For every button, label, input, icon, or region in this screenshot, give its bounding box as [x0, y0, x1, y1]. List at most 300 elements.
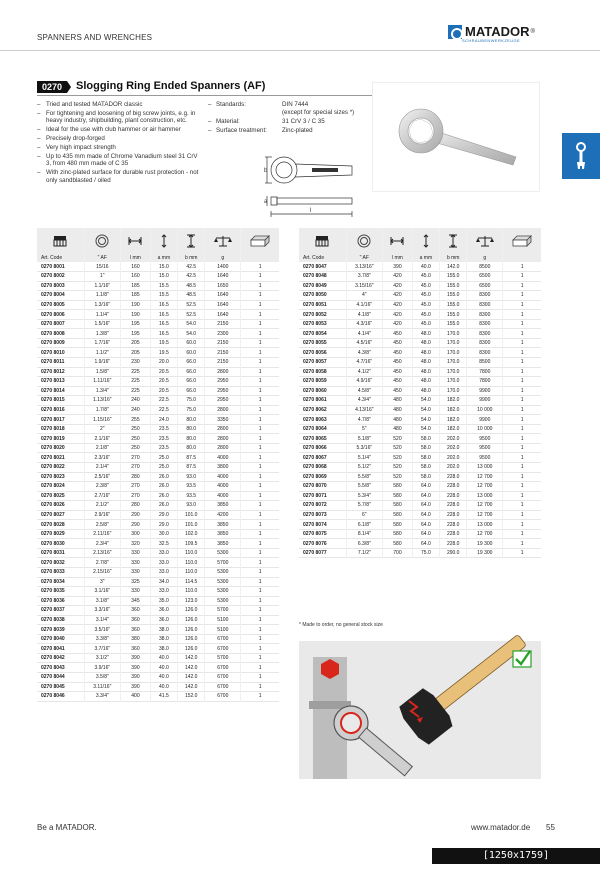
table-cell: 228.0 [440, 510, 467, 520]
table-row [299, 300, 541, 310]
table-cell: 45.0 [412, 300, 439, 310]
art-code-cell: 0270 8036 [41, 597, 65, 604]
table-cell: 450 [383, 338, 413, 348]
table-cell: 185 [121, 281, 151, 291]
table-cell: 5.5/8" [346, 482, 383, 492]
col-header [503, 253, 541, 262]
table-row [299, 415, 541, 425]
table-cell: 41.5 [150, 692, 177, 702]
spec-table-left [37, 228, 279, 702]
table-cell: 1.5/8" [84, 367, 121, 377]
table-row [299, 434, 541, 444]
table-row [299, 424, 541, 434]
table-cell: 205 [121, 348, 151, 358]
table-cell: 228.0 [440, 482, 467, 492]
feature-item: – Up to 435 mm made of Chrome Vanadium steel 31 CrV 3, from 480 mm made of C 35 [37, 153, 202, 168]
art-code-cell: 0270 8067 [303, 454, 327, 461]
table-cell: 520 [383, 472, 413, 482]
table-cell: 1.9/16" [84, 357, 121, 367]
table-cell: 48.0 [412, 386, 439, 396]
table-cell: 48.0 [412, 367, 439, 377]
table-cell: 520 [383, 453, 413, 463]
table-cell: 45.0 [412, 310, 439, 320]
table-cell: 3850 [205, 501, 241, 511]
head-width-icon [178, 228, 205, 253]
thickness-icon [150, 228, 177, 253]
table-cell: 48.0 [412, 348, 439, 358]
table-row [37, 396, 279, 406]
col-header: a mm [150, 253, 177, 262]
table-cell: 345 [121, 596, 151, 606]
table-cell: 1 [241, 510, 279, 520]
table-cell: 420 [383, 310, 413, 320]
table-cell: 300 [121, 529, 151, 539]
table-cell: 8.1/4" [346, 529, 383, 539]
table-cell: 45.0 [412, 272, 439, 282]
table-cell: 12 700 [467, 510, 503, 520]
art-code-cell: 0270 8062 [303, 406, 327, 413]
table-row [299, 262, 541, 272]
table-cell: 195 [121, 319, 151, 329]
art-code-cell: 0270 8066 [303, 445, 327, 452]
table-cell: 93.5 [178, 491, 205, 501]
table-cell: 450 [383, 329, 413, 339]
table-cell: 1 [503, 424, 541, 434]
table-cell: 202.0 [440, 443, 467, 453]
icon-header-row [37, 228, 279, 253]
art-code-cell: 0270 8050 [303, 292, 327, 299]
table-cell: 64.0 [412, 529, 439, 539]
table-cell: 5300 [205, 596, 241, 606]
table-row [37, 568, 279, 578]
art-code-cell: 0270 8027 [41, 511, 65, 518]
table-cell: 450 [383, 367, 413, 377]
table-cell: 9900 [467, 386, 503, 396]
table-cell: 22.5 [150, 405, 177, 415]
packaging-icon [503, 228, 541, 253]
table-cell: 19 300 [467, 539, 503, 549]
table-cell: 1 [241, 501, 279, 511]
table-cell: 152.0 [178, 692, 205, 702]
table-cell: 2150 [205, 357, 241, 367]
table-cell: 1 [241, 539, 279, 549]
col-header: Art. Code [299, 253, 346, 262]
table-cell: 182.0 [440, 396, 467, 406]
table-cell: 26.0 [150, 501, 177, 511]
spec-label: Surface treatment: [216, 127, 267, 135]
table-cell: 270 [121, 482, 151, 492]
table-cell: 8300 [467, 291, 503, 301]
table-cell: 155.0 [440, 291, 467, 301]
table-cell: 3.5/8" [84, 673, 121, 683]
art-code-cell: 0270 8075 [303, 531, 327, 538]
table-cell: 1 [241, 319, 279, 329]
table-cell: 5100 [205, 625, 241, 635]
table-cell: 3.3/16" [84, 606, 121, 616]
table-cell: 38.0 [150, 634, 177, 644]
table-cell: 1 [241, 453, 279, 463]
table-cell: 48.0 [412, 377, 439, 387]
table-cell: 1.7/16" [84, 338, 121, 348]
table-cell: 360 [121, 625, 151, 635]
table-cell: 2.5/16" [84, 472, 121, 482]
length-icon [383, 228, 413, 253]
table-cell: 1640 [205, 291, 241, 301]
logo-mark-icon [448, 25, 462, 39]
spec-table-right [299, 228, 541, 558]
table-row [37, 434, 279, 444]
table-cell: 480 [383, 424, 413, 434]
table-cell: 48.5 [178, 291, 205, 301]
table-cell: 23.5 [150, 434, 177, 444]
table-row [299, 482, 541, 492]
table-cell: 2" [84, 424, 121, 434]
table-cell: 54.0 [412, 396, 439, 406]
table-cell: 24.0 [150, 415, 177, 425]
table-row [299, 443, 541, 453]
table-cell: 4000 [205, 472, 241, 482]
table-row [37, 291, 279, 301]
table-cell: 26.0 [150, 491, 177, 501]
table-cell: 420 [383, 281, 413, 291]
table-cell: 390 [383, 262, 413, 272]
table-cell: 40.0 [150, 663, 177, 673]
table-cell: 1 [503, 539, 541, 549]
col-header: a mm [412, 253, 439, 262]
table-row [37, 539, 279, 549]
art-code-cell: 0270 8053 [303, 321, 327, 328]
art-code-cell: 0270 8009 [41, 340, 65, 347]
table-cell: 270 [121, 462, 151, 472]
category-side-tab [562, 133, 600, 179]
art-code-cell: 0270 8063 [303, 416, 327, 423]
table-cell: 6500 [467, 281, 503, 291]
table-cell: 9500 [467, 443, 503, 453]
table-row [37, 472, 279, 482]
table-cell: 1 [241, 587, 279, 597]
table-cell: 2.11/16" [84, 529, 121, 539]
table-cell: 1.3/8" [84, 329, 121, 339]
table-cell: 520 [383, 443, 413, 453]
table-cell: 45.0 [412, 291, 439, 301]
art-code-cell: 0270 8065 [303, 435, 327, 442]
table-row [37, 663, 279, 673]
table-cell: 93.0 [178, 472, 205, 482]
table-cell: 3.3/8" [84, 634, 121, 644]
table-cell: 1 [503, 453, 541, 463]
table-cell: 1 [503, 482, 541, 492]
table-row [37, 310, 279, 320]
table-cell: 40.0 [412, 262, 439, 272]
footer-url[interactable]: www.matador.de [471, 823, 531, 832]
table-cell: 2.13/16" [84, 548, 121, 558]
table-cell: 75.0 [178, 405, 205, 415]
table-cell: 123.0 [178, 596, 205, 606]
drawing-label-a: a [264, 199, 268, 205]
table-cell: 110.0 [178, 558, 205, 568]
table-cell: 66.0 [178, 357, 205, 367]
table-row [37, 281, 279, 291]
table-row [299, 453, 541, 463]
table-cell: 4.13/16" [346, 405, 383, 415]
table-cell: 182.0 [440, 405, 467, 415]
table-cell: 420 [383, 319, 413, 329]
table-cell: 3.15/16" [346, 281, 383, 291]
table-cell: 2800 [205, 434, 241, 444]
table-cell: 93.0 [178, 501, 205, 511]
page-number: 55 [546, 823, 555, 832]
table-cell: 40.0 [150, 682, 177, 692]
table-cell: 4000 [205, 491, 241, 501]
table-cell: 3850 [205, 520, 241, 530]
col-header: g [467, 253, 503, 262]
table-cell: 38.0 [150, 625, 177, 635]
art-code-cell: 0270 8048 [303, 273, 327, 280]
table-cell: 15.0 [150, 272, 177, 282]
table-cell: 42.5 [178, 262, 205, 272]
table-cell: 8300 [467, 319, 503, 329]
table-row [37, 300, 279, 310]
table-cell: 182.0 [440, 424, 467, 434]
table-cell: 7800 [467, 377, 503, 387]
table-cell: 230 [121, 357, 151, 367]
table-cell: 1.3/4" [84, 386, 121, 396]
table-cell: 2.1/4" [84, 462, 121, 472]
table-cell: 4000 [205, 453, 241, 463]
table-cell: 1 [503, 472, 541, 482]
table-row [37, 462, 279, 472]
table-cell: 580 [383, 491, 413, 501]
matador-logo [448, 25, 535, 39]
spec-material: – Material: 31 CrV 3 / C 35 [208, 118, 392, 126]
bit-icon [299, 228, 346, 253]
art-code-cell: 0270 8043 [41, 664, 65, 671]
table-cell: 240 [121, 405, 151, 415]
table-cell: 58.0 [412, 472, 439, 482]
table-cell: 520 [383, 434, 413, 444]
art-code-cell: 0270 8001 [41, 263, 65, 270]
table-cell: 2800 [205, 443, 241, 453]
column-header-row [299, 253, 541, 262]
table-cell: 225 [121, 377, 151, 387]
art-code-cell: 0270 8029 [41, 531, 65, 538]
table-row [37, 615, 279, 625]
product-code-badge: 0270 [37, 81, 67, 93]
table-row [37, 587, 279, 597]
table-cell: 142.0 [178, 682, 205, 692]
table-cell: 280 [121, 501, 151, 511]
art-code-cell: 0270 8026 [41, 502, 65, 509]
table-cell: 1400 [205, 262, 241, 272]
table-cell: 126.0 [178, 634, 205, 644]
table-cell: 32.5 [150, 539, 177, 549]
table-cell: 450 [383, 348, 413, 358]
table-cell: 142.0 [178, 673, 205, 683]
table-cell: 390 [121, 682, 151, 692]
icon-header-row [299, 228, 541, 253]
header-rule [0, 50, 600, 51]
table-row [299, 377, 541, 387]
table-cell: 15/16 [84, 262, 121, 272]
table-cell: 20.5 [150, 367, 177, 377]
col-header: l mm [121, 253, 151, 262]
feature-item: – Ideal for the use with club hammer or air hammer [37, 126, 202, 134]
table-cell: 182.0 [440, 415, 467, 425]
table-cell: 2.1/8" [84, 443, 121, 453]
table-cell: 380 [121, 634, 151, 644]
table-cell: 64.0 [412, 501, 439, 511]
table-cell: 1 [503, 367, 541, 377]
table-cell: 1 [241, 300, 279, 310]
table-cell: 2.3/4" [84, 539, 121, 549]
art-code-cell: 0270 8002 [41, 273, 65, 280]
art-code-cell: 0270 8018 [41, 426, 65, 433]
table-row [37, 520, 279, 530]
table-cell: 1 [503, 548, 541, 558]
table-cell: 29.0 [150, 520, 177, 530]
table-cell: 450 [383, 377, 413, 387]
table-cell: 1 [503, 262, 541, 272]
table-cell: 205 [121, 338, 151, 348]
table-cell: 10 000 [467, 424, 503, 434]
art-code-cell: 0270 8039 [41, 626, 65, 633]
art-code-cell: 0270 8051 [303, 301, 327, 308]
art-code-cell: 0270 8037 [41, 607, 65, 614]
table-cell: 155.0 [440, 319, 467, 329]
spanner-icon [571, 142, 591, 170]
table-cell: 54.0 [178, 329, 205, 339]
table-cell: 290 [121, 520, 151, 530]
table-cell: 1 [503, 443, 541, 453]
table-cell: 1 [241, 615, 279, 625]
art-code-cell: 0270 8033 [41, 569, 65, 576]
table-row [299, 539, 541, 549]
table-cell: 3.11/16" [84, 682, 121, 692]
table-cell: 1 [241, 634, 279, 644]
weight-scale-icon [467, 228, 503, 253]
col-header [241, 253, 279, 262]
table-cell: 228.0 [440, 520, 467, 530]
table-cell: 360 [121, 615, 151, 625]
table-cell: 170.0 [440, 367, 467, 377]
table-cell: 2.9/16" [84, 510, 121, 520]
table-cell: 1 [241, 377, 279, 387]
table-cell: 142.0 [440, 262, 467, 272]
table-cell: 5.5/8" [346, 472, 383, 482]
art-code-cell: 0270 8035 [41, 588, 65, 595]
table-cell: 4.1/8" [346, 310, 383, 320]
spec-block [208, 101, 392, 136]
header-section-title: SPANNERS AND WRENCHES [37, 33, 153, 42]
table-cell: 5.3/4" [346, 491, 383, 501]
table-cell: 5.1/4" [346, 453, 383, 463]
weight-scale-icon [205, 228, 241, 253]
table-cell: 1 [241, 281, 279, 291]
table-cell: 4.3/4" [346, 396, 383, 406]
table-cell: 250 [121, 424, 151, 434]
product-photo [372, 82, 540, 192]
table-row [37, 262, 279, 272]
table-cell: 1.13/16" [84, 396, 121, 406]
table-cell: 102.0 [178, 529, 205, 539]
table-row [37, 501, 279, 511]
table-cell: 66.0 [178, 367, 205, 377]
table-cell: 25.0 [150, 462, 177, 472]
feature-item: – Precisely drop-forged [37, 135, 202, 143]
table-cell: 1 [241, 529, 279, 539]
table-row [37, 529, 279, 539]
table-cell: 16.5 [150, 300, 177, 310]
table-row [299, 329, 541, 339]
table-cell: 5.1/2" [346, 462, 383, 472]
table-cell: 1 [241, 367, 279, 377]
art-code-cell: 0270 8005 [41, 301, 65, 308]
table-cell: 4.3/8" [346, 348, 383, 358]
footnote: * Made to order, no general stock size [299, 622, 383, 628]
art-code-cell: 0270 8010 [41, 349, 65, 356]
table-cell: 5700 [205, 606, 241, 616]
table-cell: 228.0 [440, 491, 467, 501]
ring-size-icon [346, 228, 383, 253]
table-cell: 33.0 [150, 587, 177, 597]
table-cell: 23.5 [150, 424, 177, 434]
watermark-banner: [1250x1759] https://upic.me/ [432, 848, 600, 864]
art-code-cell: 0270 8006 [41, 311, 65, 318]
table-cell: 2150 [205, 348, 241, 358]
table-cell: 202.0 [440, 462, 467, 472]
table-cell: 15.0 [150, 262, 177, 272]
table-cell: 12 700 [467, 482, 503, 492]
table-cell: 6" [346, 510, 383, 520]
table-row [37, 443, 279, 453]
table-cell: 420 [383, 291, 413, 301]
table-cell: 64.0 [412, 482, 439, 492]
spec-value-line: DIN 7444 [282, 101, 309, 108]
table-cell: 390 [121, 663, 151, 673]
table-cell: 160 [121, 272, 151, 282]
table-cell: 64.0 [412, 491, 439, 501]
table-row [37, 577, 279, 587]
table-cell: 35.0 [150, 596, 177, 606]
art-code-cell: 0270 8028 [41, 521, 65, 528]
art-code-cell: 0270 8025 [41, 492, 65, 499]
table-cell: 1.1/16" [84, 281, 121, 291]
table-cell: 40.0 [150, 653, 177, 663]
art-code-cell: 0270 8042 [41, 655, 65, 662]
table-row [299, 396, 541, 406]
art-code-cell: 0270 8069 [303, 473, 327, 480]
table-cell: 1 [241, 682, 279, 692]
table-cell: 1 [503, 377, 541, 387]
col-header: " AF [84, 253, 121, 262]
table-cell: 1 [241, 272, 279, 282]
table-cell: 48.5 [178, 281, 205, 291]
table-cell: 3.3/4" [84, 692, 121, 702]
art-code-cell: 0270 8072 [303, 502, 327, 509]
art-code-cell: 0270 8022 [41, 464, 65, 471]
table-cell: 1 [503, 434, 541, 444]
table-cell: 4" [346, 291, 383, 301]
art-code-cell: 0270 8073 [303, 511, 327, 518]
table-cell: 1 [503, 520, 541, 530]
table-cell: 1 [241, 596, 279, 606]
table-cell: 5300 [205, 587, 241, 597]
art-code-cell: 0270 8054 [303, 330, 327, 337]
footer-slogan: Be a MATADOR. [37, 823, 97, 832]
art-code-cell: 0270 8021 [41, 454, 65, 461]
table-cell: 87.5 [178, 453, 205, 463]
table-cell: 64.0 [412, 539, 439, 549]
